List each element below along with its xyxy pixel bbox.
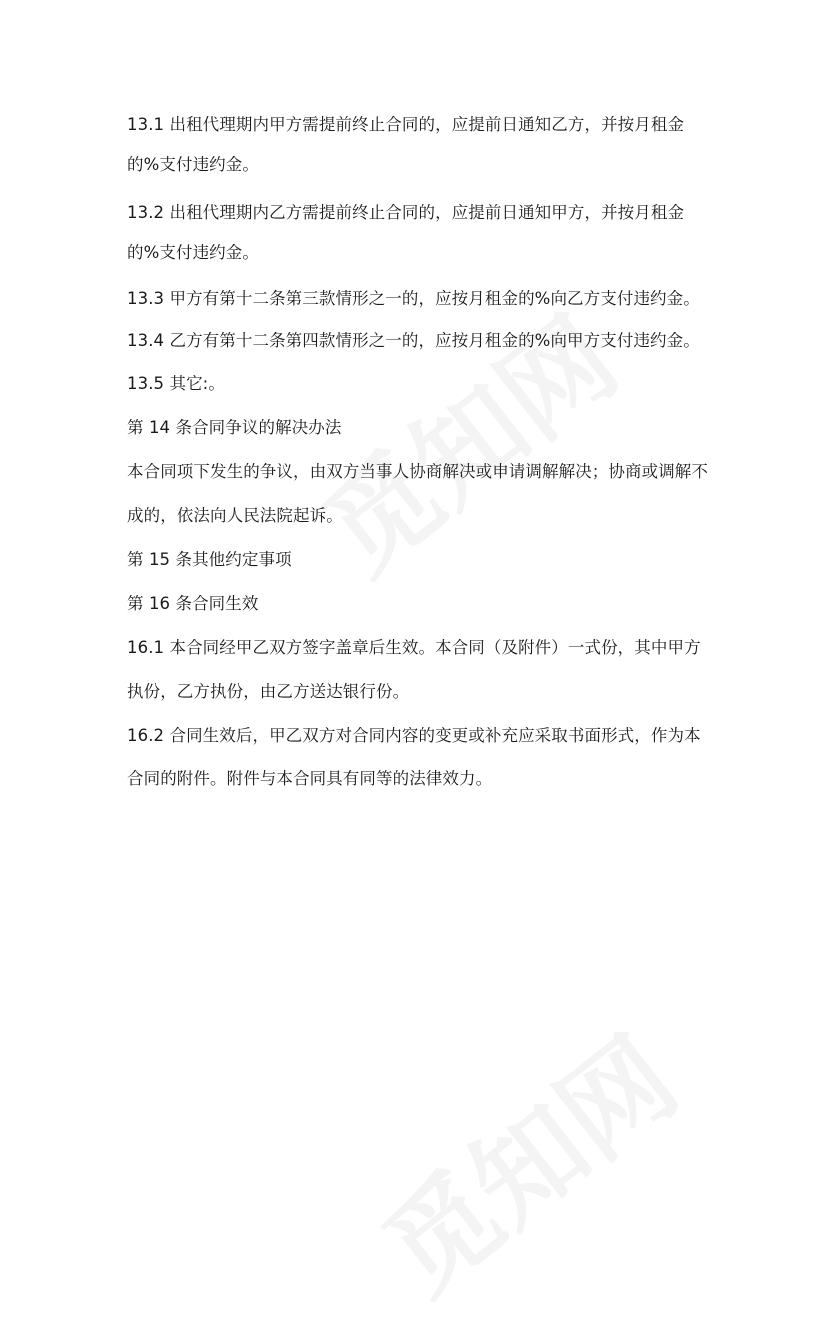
article-14-line-2: 成的，依法向人民法院起诉。 (127, 506, 343, 525)
heading-article-14: 第 14 条合同争议的解决办法 (127, 418, 342, 437)
article-14-line-1: 本合同项下发生的争议，由双方当事人协商解决或申请调解解决；协商或调解不 (127, 462, 708, 481)
clause-16-1-line-2: 执份，乙方执份，由乙方送达银行份。 (127, 682, 410, 701)
clause-13-1-line-1: 13.1 出租代理期内甲方需提前终止合同的，应提前日通知乙方，并按月租金 (127, 115, 685, 134)
watermark (346, 995, 703, 1323)
clause-13-2-line-2: 的%支付违约金。 (127, 243, 259, 262)
heading-article-15: 第 15 条其他约定事项 (127, 550, 292, 569)
clause-13-2-line-1: 13.2 出租代理期内乙方需提前终止合同的，应提前日通知甲方，并按月租金 (127, 203, 685, 222)
heading-article-16: 第 16 条合同生效 (127, 594, 259, 613)
clause-13-5: 13.5 其它:。 (127, 374, 225, 393)
clause-13-4: 13.4 乙方有第十二条第四款情形之一的，应按月租金的%向甲方支付违约金。 (127, 331, 700, 350)
clause-16-2-line-1: 16.2 合同生效后，甲乙双方对合同内容的变更或补充应采取书面形式，作为本 (127, 726, 701, 745)
clause-13-1-line-2: 的%支付违约金。 (127, 155, 259, 174)
clause-13-3: 13.3 甲方有第十二条第三款情形之一的，应按月租金的%向乙方支付违约金。 (127, 289, 700, 308)
clause-16-2-line-2: 合同的附件。附件与本合同具有同等的法律效力。 (127, 769, 493, 788)
clause-16-1-line-1: 16.1 本合同经甲乙双方签字盖章后生效。本合同（及附件）一式份，其中甲方 (127, 638, 701, 657)
